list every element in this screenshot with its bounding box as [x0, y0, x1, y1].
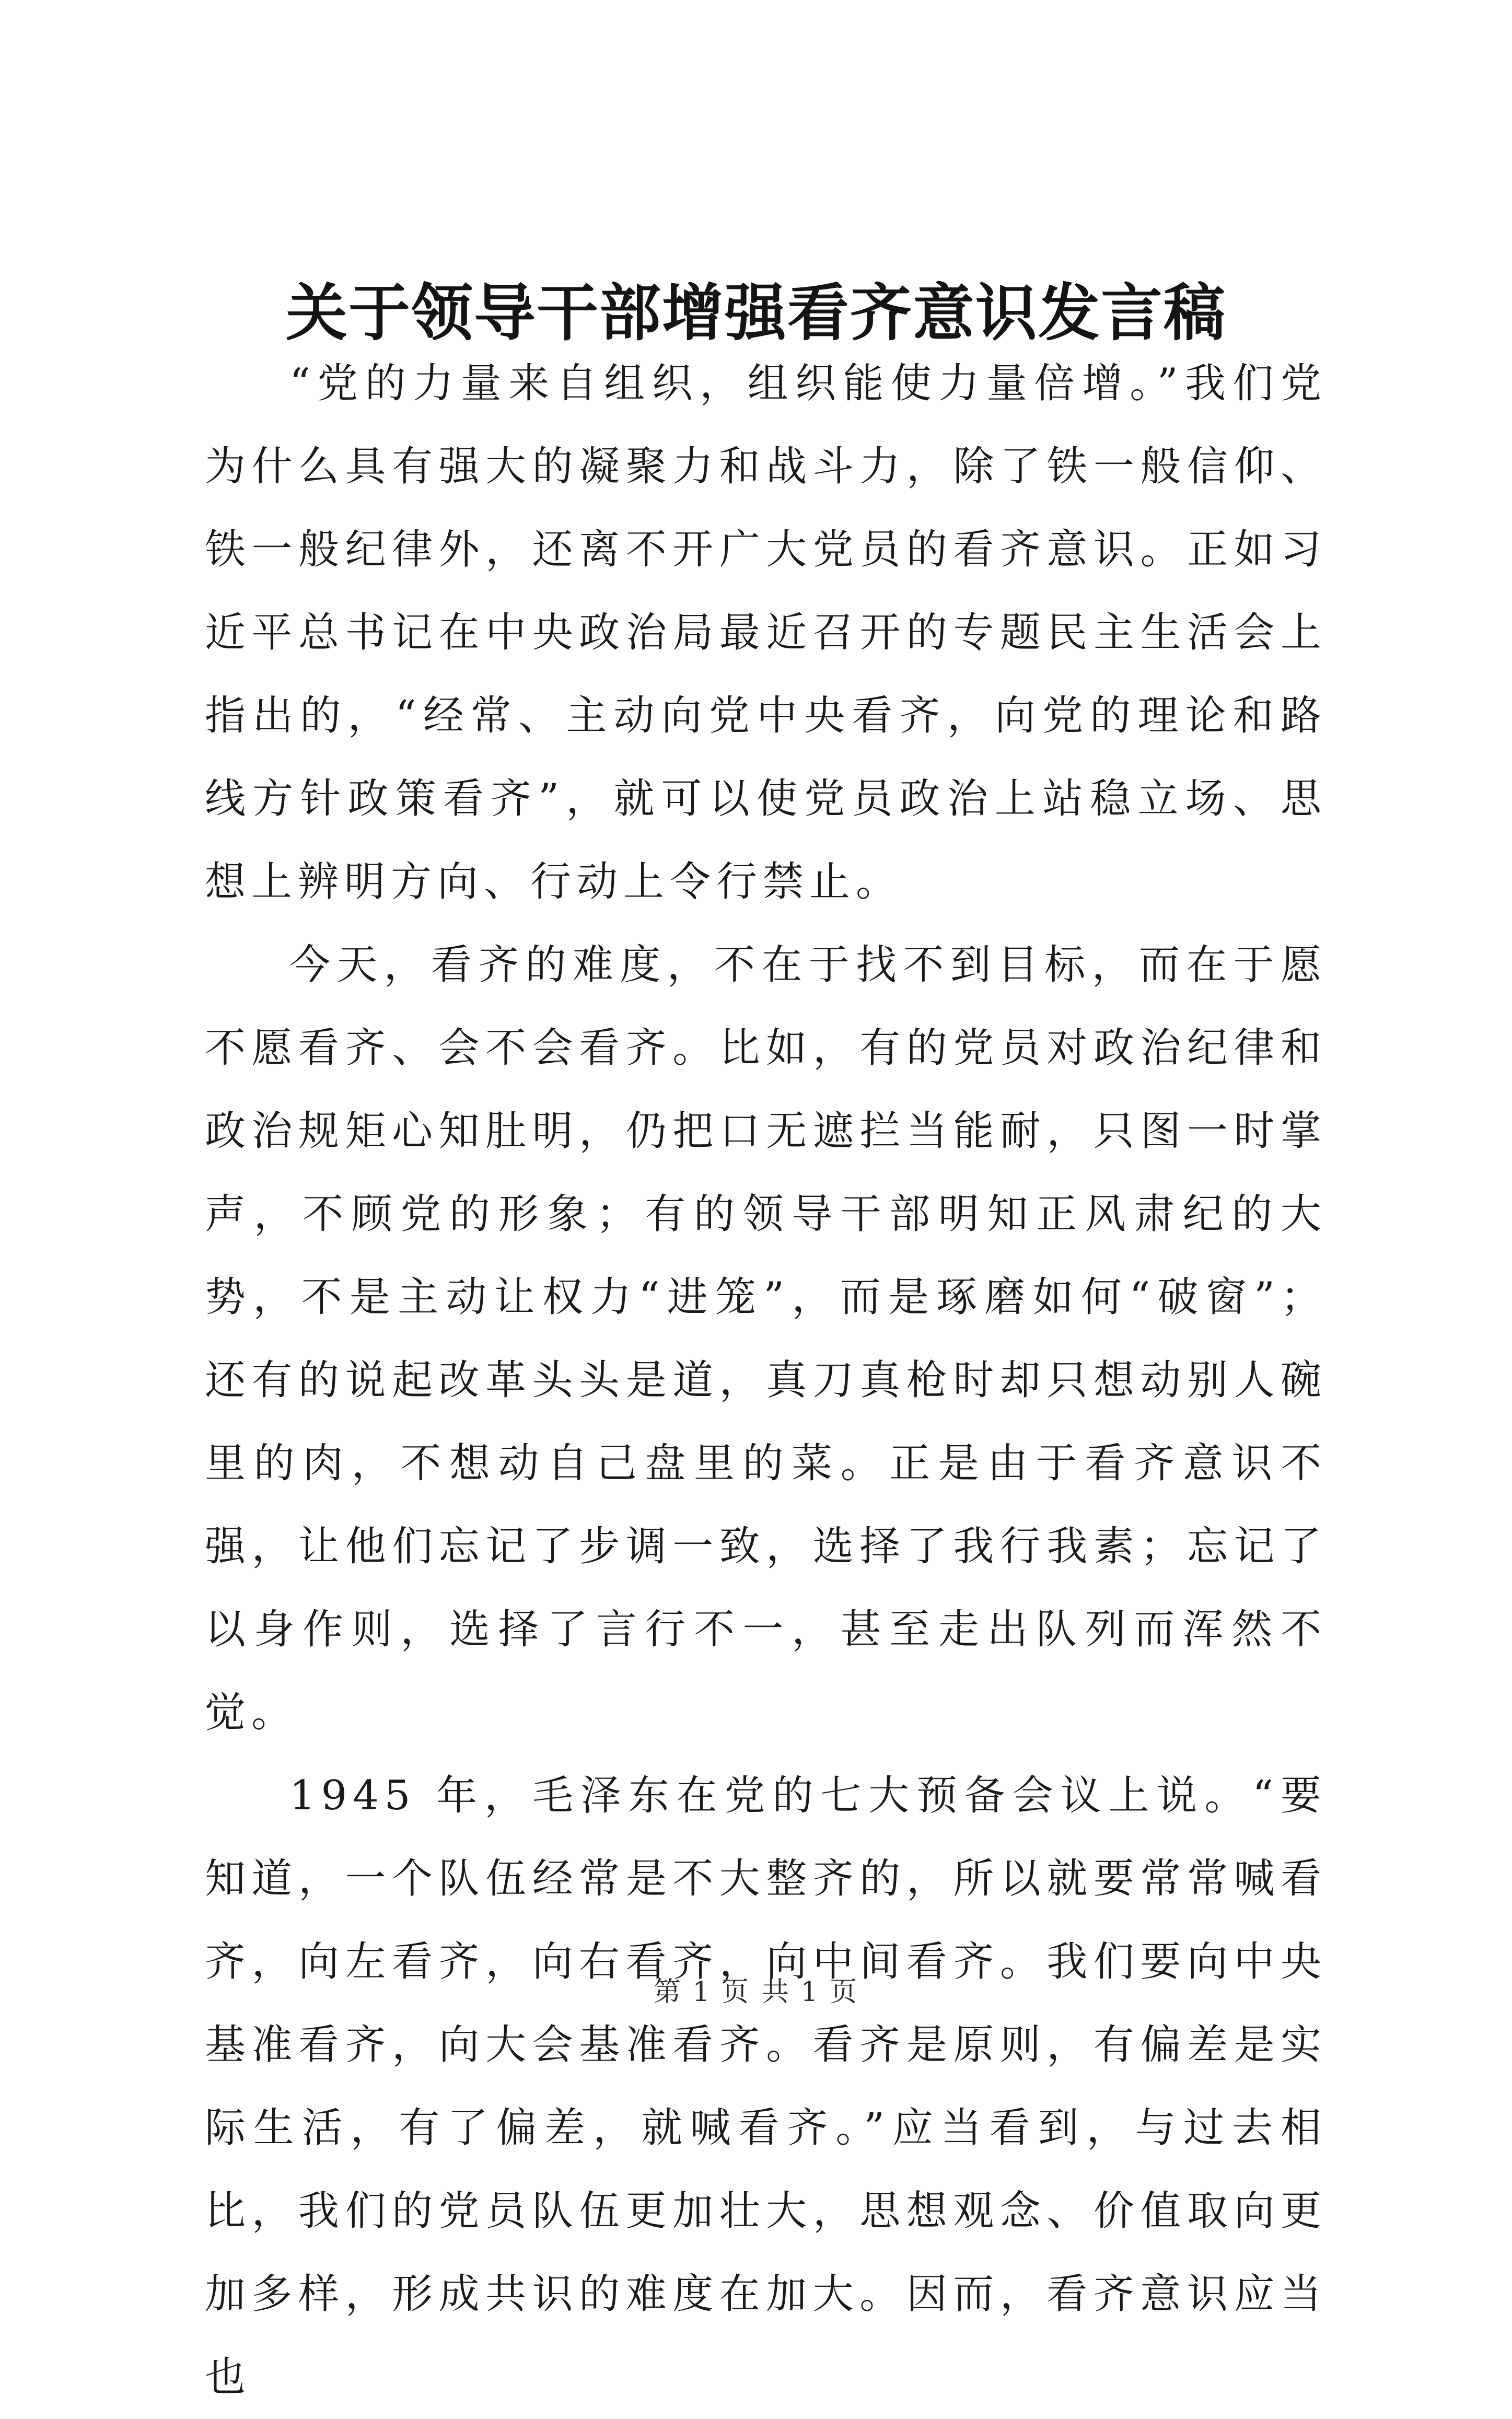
document-body [205, 342, 1327, 2419]
paragraph-2: 今天，看齐的难度，不在于找不到目标，而在于愿不愿看齐、会不会看齐。比如，有的党员对政治纪律和政治规矩心知肚明，仍把口无遮拦当能耐，只图一时掌声，不顾党的形象；有的领导干部明知正风肃纪的大势，不是主动让权力“进笼”，而是琢磨如何“破窗”；还有的说起改革头头是道，真刀真枪时却只想动别人碗里的肉，不想动自己盘里的菜。正是由于看齐意识不强，让他们忘记了步调一致，选择了我行我素；忘记了以身作则，选择了言行不一，甚至走出队列而浑然不觉。 [205, 941, 1327, 1736]
page-footer [0, 1974, 1512, 2010]
document-title: 关于领导干部增强看齐意识发言稿 [285, 276, 1226, 350]
paragraph-3: 1945 年，毛泽东在党的七大预备会议上说。“要知道，一个队伍经常是不大整齐的，所以就要常常喊看齐，向左看齐，向右看齐，向中间看齐。我们要向中央基准看齐，向大会基准看齐。看齐是原则，有偏差是实际生活，有了偏差，就喊看齐。”应当看到，与过去相比，我们的党员队伍更加壮大，思想观念、价值取向更加多样，形成共识的难度在加大。因而，看齐意识应当也 [205, 1772, 1327, 2401]
page-total: 共 1 页 [762, 1976, 859, 2008]
page-number: 第 1 页 [653, 1976, 750, 2008]
paragraph-1: “党的力量来自组织，组织能使力量倍增。”我们党为什么具有强大的凝聚力和战斗力，除了铁一般信仰、铁一般纪律外，还离不开广大党员的看齐意识。正如习近平总书记在中央政治局最近召开的专题民主生活会上指出的，“经常、主动向党中央看齐，向党的理论和路线方针政策看齐”，就可以使党员政治上站稳立场、思想上辨明方向、行动上令行禁止。 [205, 360, 1327, 905]
